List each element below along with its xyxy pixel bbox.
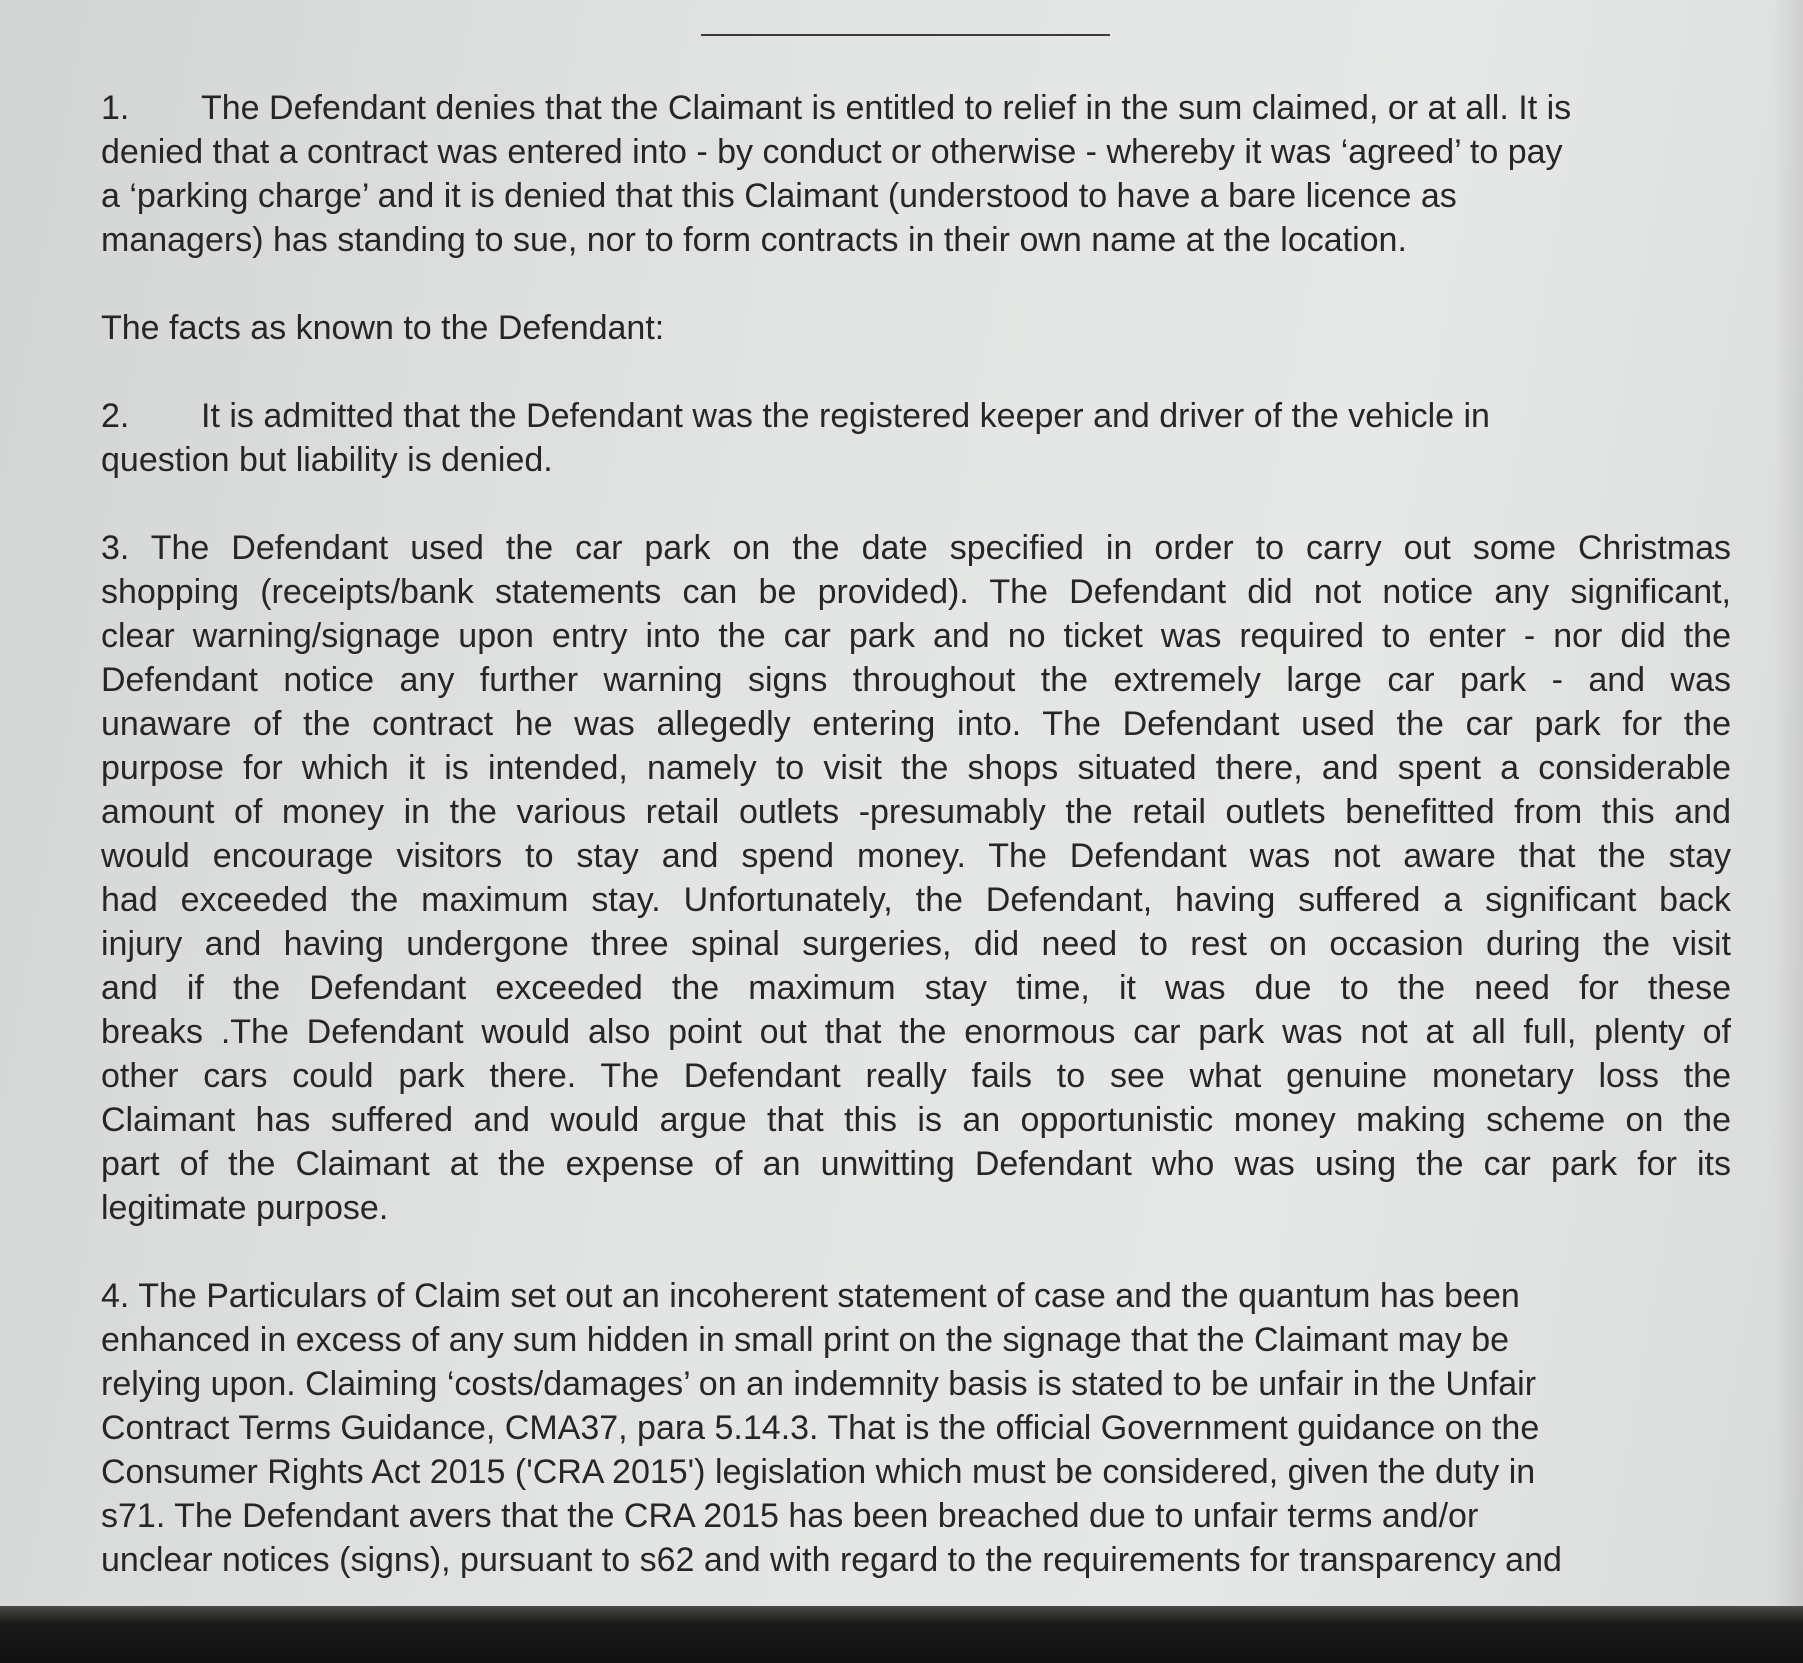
text-line: Claimant has suffered and would argue that this is an opportunistic money making scheme on the — [101, 1101, 1731, 1139]
text-line: amount of money in the various retail outlets -presumably the retail outlets benefitted from this and — [101, 793, 1731, 831]
text-line: denied that a contract was entered into - by conduct or otherwise - whereby it was ‘agreed’ to pay — [101, 133, 1563, 171]
text-line: part of the Claimant at the expense of an unwitting Defendant who was using the car park for its — [101, 1145, 1731, 1183]
text-line: Defendant notice any further warning signs throughout the extremely large car park - and was — [101, 661, 1731, 699]
text-line: Contract Terms Guidance, CMA37, para 5.14.3. That is the official Government guidance on the — [101, 1409, 1540, 1447]
text-line: unaware of the contract he was allegedly entering into. The Defendant used the car park for the — [101, 705, 1731, 743]
text-line: injury and having undergone three spinal surgeries, did need to rest on occasion during the visit — [101, 925, 1731, 963]
paragraph-4 — [101, 1274, 1731, 1582]
paragraph-1 — [101, 86, 1731, 262]
text-line: 4. The Particulars of Claim set out an incoherent statement of case and the quantum has been — [101, 1277, 1520, 1315]
text-line: s71. The Defendant avers that the CRA 2015 has been breached due to unfair terms and/or — [101, 1497, 1479, 1535]
page-edge-shadow — [1773, 0, 1803, 1606]
paragraph-2 — [101, 394, 1731, 482]
text-line: 3. The Defendant used the car park on the date specified in order to carry out some Christmas — [101, 529, 1731, 567]
text-line: The Defendant denies that the Claimant is entitled to relief in the sum claimed, or at all. It is — [201, 89, 1572, 127]
text-line: unclear notices (signs), pursuant to s62 and with regard to the requirements for transparency and — [101, 1541, 1562, 1579]
text-line: managers) has standing to sue, nor to form contracts in their own name at the location. — [101, 221, 1407, 259]
facts-heading: The facts as known to the Defendant: — [101, 309, 665, 347]
text-line: had exceeded the maximum stay. Unfortunately, the Defendant, having suffered a significant back — [101, 881, 1731, 919]
paragraph-3 — [101, 526, 1731, 1230]
paragraph-number: 2. — [101, 397, 130, 435]
text-line: a ‘parking charge’ and it is denied that this Claimant (understood to have a bare licence as — [101, 177, 1457, 215]
text-line: clear warning/signage upon entry into the car park and no ticket was required to enter - nor did the — [101, 617, 1731, 655]
paragraph-number: 1. — [101, 89, 130, 127]
text-line: breaks .The Defendant would also point out that the enormous car park was not at all full, plenty of — [101, 1013, 1731, 1051]
document-body — [101, 86, 1731, 1626]
text-line: and if the Defendant exceeded the maximum stay time, it was due to the need for these — [101, 969, 1731, 1007]
text-line: shopping (receipts/bank statements can be provided). The Defendant did not notice any significant, — [101, 573, 1731, 611]
text-line: would encourage visitors to stay and spend money. The Defendant was not aware that the stay — [101, 837, 1731, 875]
screen-bezel — [0, 1606, 1803, 1663]
text-line: legitimate purpose. — [101, 1189, 389, 1227]
text-line: relying upon. Claiming ‘costs/damages’ on an indemnity basis is stated to be unfair in the Unfair — [101, 1365, 1537, 1403]
text-line: Consumer Rights Act 2015 ('CRA 2015') legislation which must be considered, given the duty in — [101, 1453, 1536, 1491]
text-line: enhanced in excess of any sum hidden in small print on the signage that the Claimant may be — [101, 1321, 1510, 1359]
text-line: other cars could park there. The Defendant really fails to see what genuine monetary loss the — [101, 1057, 1731, 1095]
facts-heading-block — [101, 306, 1731, 350]
top-rule — [701, 34, 1110, 36]
text-line: purpose for which it is intended, namely to visit the shops situated there, and spent a considerable — [101, 749, 1731, 787]
text-line: question but liability is denied. — [101, 441, 553, 479]
text-line: It is admitted that the Defendant was the registered keeper and driver of the vehicle in — [201, 397, 1490, 435]
